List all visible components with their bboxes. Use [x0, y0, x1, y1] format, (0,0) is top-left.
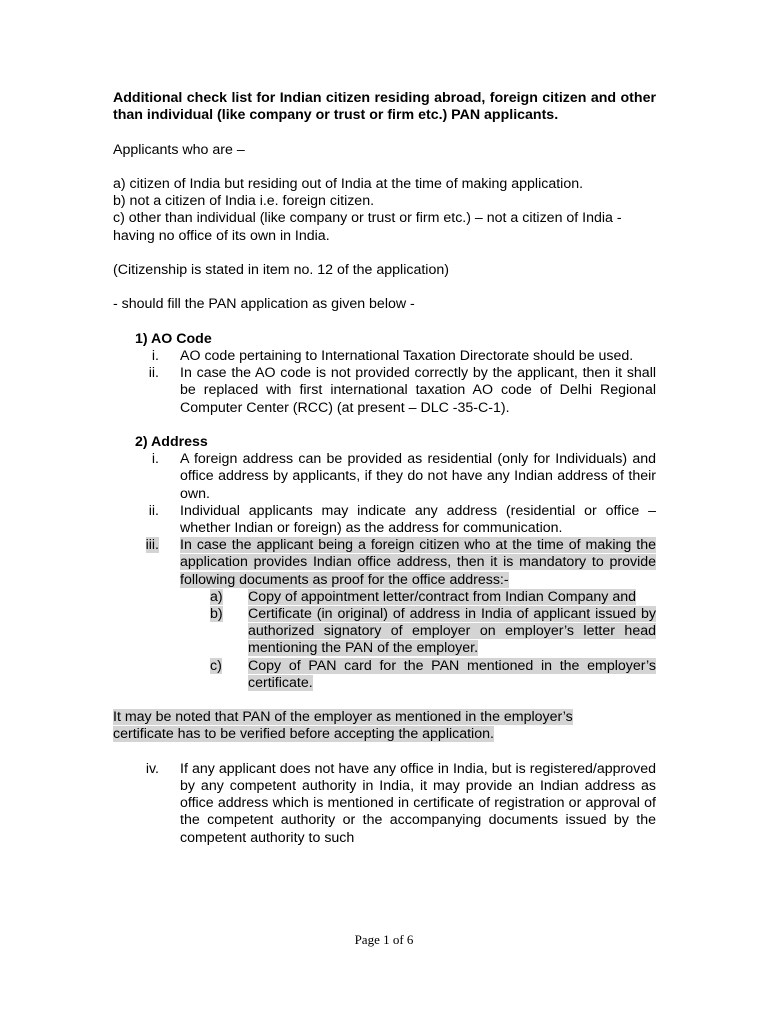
page-number: Page 1 of 6	[354, 932, 414, 947]
document-title: Additional check list for Indian citizen residing abroad, foreign citizen and other than individual (like company or trust or firm etc.) PAN applicants.	[113, 90, 656, 124]
item-number: i.	[151, 347, 159, 364]
item-text: AO code pertaining to International Taxation Directorate should be used.	[180, 347, 634, 364]
sub-item-text: Certificate (in original) of address in India of applicant issued by authorized signatory of employer on employer’s letter head mentioning the PAN of the employer.	[248, 606, 656, 657]
list-item	[113, 365, 656, 417]
sub-item-number: a)	[210, 588, 223, 605]
sub-item-number: b)	[210, 606, 223, 622]
employer-pan-note: It may be noted that PAN of the employer as mentioned in the employer’s certificate has to be verified before accepting the application.	[113, 709, 573, 743]
sub-item	[180, 589, 656, 606]
sub-item-number: c)	[210, 657, 222, 674]
item-number: ii.	[148, 502, 159, 519]
list-item	[113, 503, 656, 537]
case-c: c) other than individual (like company or trust or firm etc.) – not a citizen of India - having no office of its own in India.	[113, 210, 622, 244]
sub-item	[180, 606, 656, 658]
sub-item	[180, 658, 656, 692]
intro-text: Applicants who are –	[113, 141, 245, 158]
instruction-text: - should fill the PAN application as given below -	[113, 296, 415, 313]
section-heading-address: 2) Address	[135, 433, 208, 450]
item-number: ii.	[148, 365, 159, 382]
item-text: In case the applicant being a foreign citizen who at the time of making the application provides Indian office address, then it is mandatory to provide following documents as proof for the office address:-	[180, 537, 656, 588]
list-item	[113, 761, 656, 847]
item-number: iii.	[145, 537, 159, 554]
section-heading-ao-code: 1) AO Code	[135, 330, 212, 347]
item-number: i.	[151, 451, 159, 468]
sub-item-text: Copy of appointment letter/contract from Indian Company and	[248, 588, 637, 605]
list-item	[113, 451, 656, 503]
item-number: iv.	[145, 760, 159, 777]
item-text: If any applicant does not have any office in India, but is registered/approved by any competent authority in India, it may provide an Indian address as office address which is mentioned in certificate of registration or approval of the competent authority or the accompanying documents issued by the competent authority to such	[180, 760, 656, 846]
document-body	[113, 90, 656, 847]
item-text: A foreign address can be provided as residential (only for Individuals) and office address by applicants, if they do not have any Indian address of their own.	[180, 451, 656, 502]
citizenship-note: (Citizenship is stated in item no. 12 of the application)	[113, 261, 449, 278]
case-b: b) not a citizen of India i.e. foreign citizen.	[113, 193, 375, 210]
item-text: Individual applicants may indicate any address (residential or office – whether Indian or foreign) as the address for communication.	[180, 502, 656, 536]
list-item-highlighted	[113, 537, 656, 589]
item-text: In case the AO code is not provided correctly by the applicant, then it shall be replaced with first international taxation AO code of Delhi Regional Computer Center (RCC) (at present – DLC -35-C-1).	[180, 365, 656, 416]
case-a: a) citizen of India but residing out of India at the time of making application.	[113, 175, 584, 192]
list-item	[113, 348, 656, 365]
sub-item-text: Copy of PAN card for the PAN mentioned in the employer’s certificate.	[248, 657, 656, 691]
